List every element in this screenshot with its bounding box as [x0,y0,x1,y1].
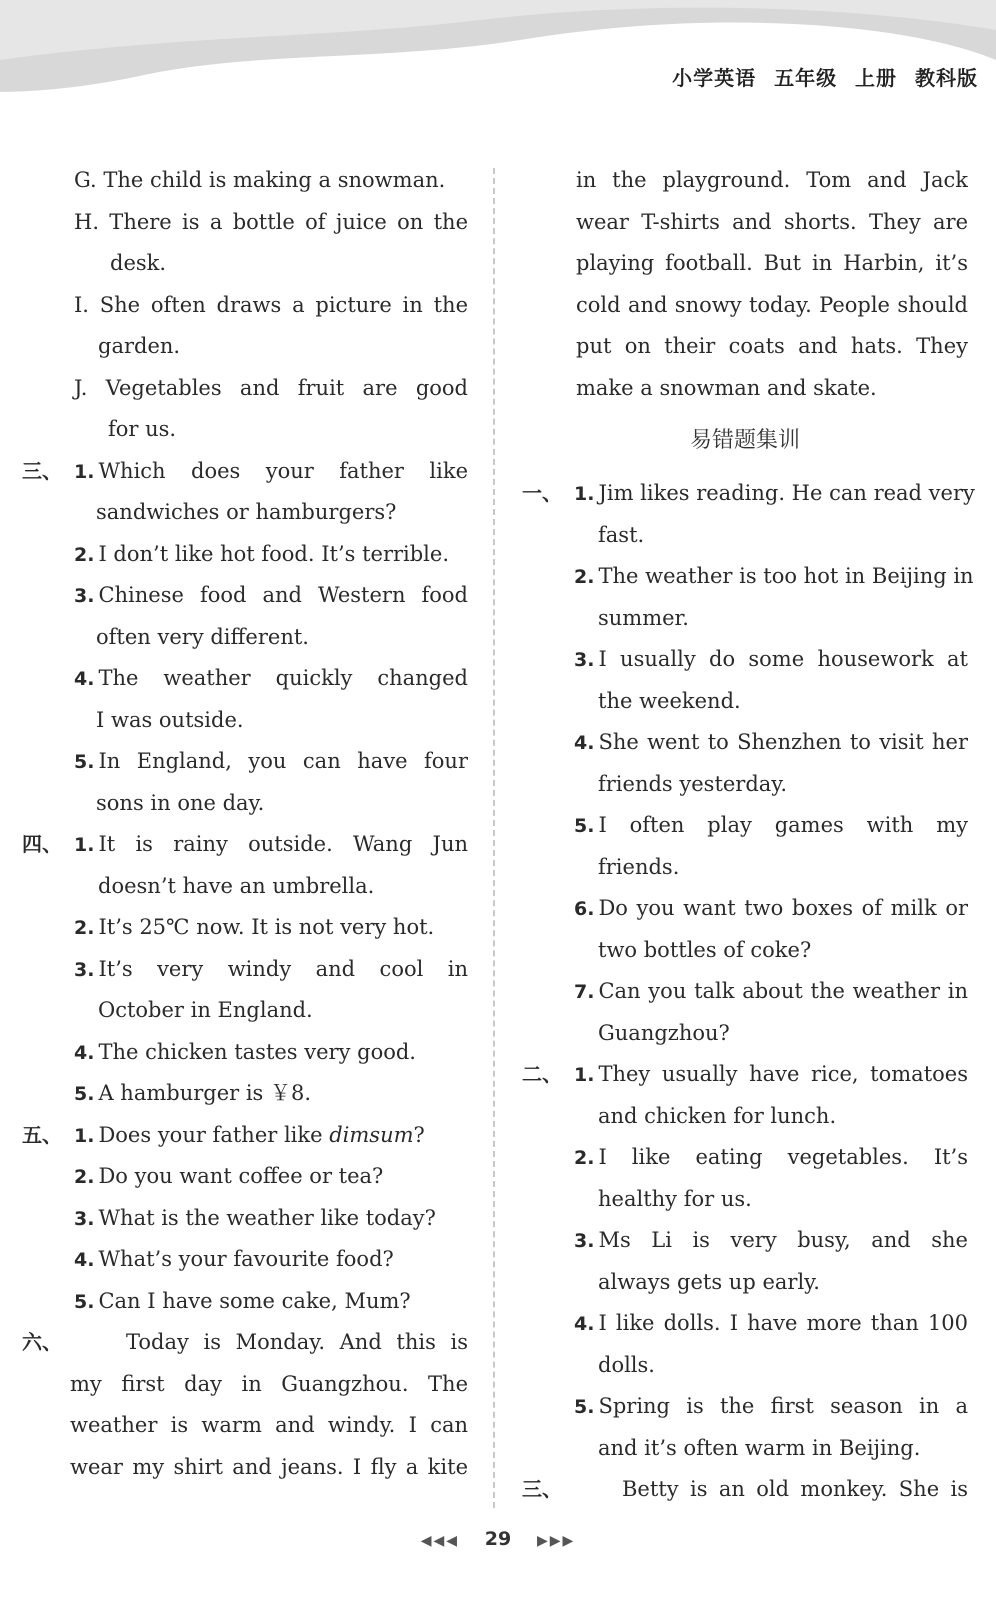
line-text: What’s your favourite food? [98,1247,394,1271]
line-text: dolls. [598,1352,655,1377]
answer-line [22,949,468,991]
line-text: Do you want coffee or tea? [98,1164,384,1188]
line-text: sons in one day. [96,790,265,815]
answer-line [22,1447,468,1489]
item-number: 5. [574,1396,595,1418]
answer-line [22,1239,468,1281]
line-text: Jim likes reading. He can read very [598,481,975,505]
line-text: sandwiches or hamburgers? [96,500,397,524]
answer-line [522,764,968,806]
page-footer [0,1528,996,1550]
answer-line [22,783,468,825]
answer-line [22,160,468,202]
line-text: H. There is a bottle of juice on the [74,209,468,234]
line-text: I like dolls. I have more than 100 [598,1311,968,1335]
answer-line [22,824,468,866]
item-number: 4. [574,1313,595,1335]
answer-line [522,285,968,327]
answer-line [522,1054,968,1096]
answer-line [522,202,968,244]
page-header [0,0,996,110]
line-text: The weather is too hot in Beijing in [598,564,974,588]
item-number: 2. [74,543,95,566]
answer-line [522,971,968,1013]
line-text: Chinese food and Western food [98,583,468,607]
answer-line [22,1405,468,1447]
answer-line [522,847,968,889]
item-number: 5. [574,815,595,837]
line-text: I often play games with my [598,813,968,837]
line-text: Today is Monday. And this is [126,1330,468,1354]
line-text: for us. [108,417,177,441]
answer-line [22,658,468,700]
line-text-end: ? [413,1122,425,1147]
answer-line [522,473,975,515]
answer-line [22,451,468,493]
item-number: 4. [74,1249,95,1271]
right-column [522,160,975,1511]
item-number: 6. [574,898,595,920]
line-text: It’s very windy and cool in [98,956,468,981]
line-text: I usually do some housework at [598,647,968,671]
line-text: Can you talk about the weather in [598,979,968,1003]
answer-line [22,1073,468,1115]
line-text: October in England. [98,998,313,1022]
section-title: 易错题集训 [689,428,800,453]
answer-line [522,1345,968,1387]
section-marker: 二、 [522,1062,562,1086]
answer-line [522,1220,968,1262]
answer-line [522,1386,968,1428]
line-text: Can I have some cake, Mum? [98,1288,411,1313]
line-text: She went to Shenzhen to visit her [598,730,968,754]
answer-line [22,1156,468,1198]
italic-word: dimsum [329,1122,414,1147]
line-text: Which does your father like [98,458,468,483]
item-number: 4. [74,668,95,690]
answer-line [22,534,468,576]
item-number: 1. [574,1064,595,1086]
answer-line [522,722,968,764]
line-text: Guangzhou? [598,1020,730,1045]
left-column [22,160,468,1488]
answer-line [522,556,974,598]
answer-line [22,741,468,783]
line-text: in the playground. Tom and Jack [576,168,968,192]
line-text: healthy for us. [598,1186,752,1211]
line-text: In England, you can have four [98,749,468,773]
item-number: 2. [574,1147,595,1169]
answer-line [22,1032,468,1074]
answer-line [522,681,968,723]
header-banner [0,0,996,110]
answer-line [522,1137,968,1179]
line-text: garden. [98,334,181,358]
line-text: wear my shirt and jeans. I fly a kite [70,1454,468,1479]
line-text: The chicken tastes very good. [98,1039,416,1064]
answer-line [522,1262,968,1304]
answer-line [22,409,468,451]
line-text: It is rainy outside. Wang Jun [98,832,468,856]
answer-line [22,866,468,908]
line-text: and chicken for lunch. [598,1103,837,1128]
answer-line [22,990,468,1032]
section-marker: 四、 [22,832,62,856]
page-number: 29 [484,1528,512,1550]
line-text: I don’t like hot food. It’s terrible. [98,541,450,566]
line-text: and it’s often warm in Beijing. [598,1435,921,1460]
section-marker: 六、 [22,1330,62,1354]
line-text: Betty is an old monkey. She is [622,1477,968,1501]
answer-line [522,888,968,930]
answer-line [22,1281,468,1323]
line-text: playing football. But in Harbin, it’s [576,251,968,275]
item-number: 3. [574,1230,595,1252]
line-text: J. Vegetables and fruit are good [74,375,468,400]
line-text: I like eating vegetables. It’s [598,1145,968,1169]
line-text: G. The child is making a snowman. [74,168,446,192]
item-number: 4. [74,1041,95,1064]
answer-line [522,515,968,557]
answer-line [522,326,968,368]
column-divider [493,168,495,1508]
next-arrows-icon: ▶▶▶ [536,1533,576,1549]
line-text: Does your father like [98,1122,330,1147]
answer-line [22,285,468,327]
answer-line [22,700,468,742]
item-number: 5. [74,751,95,773]
line-text: summer. [598,605,689,630]
line-text: They usually have rice, tomatoes [598,1062,968,1086]
section-marker: 三、 [22,458,62,483]
item-number: 7. [574,981,595,1003]
line-text: put on their coats and hats. They [576,334,968,358]
line-text: friends. [598,854,680,879]
book-title: 小学英语 五年级 上册 教科版 [672,66,978,90]
item-number: 1. [74,1124,95,1147]
line-text: the weekend. [598,688,741,713]
answer-line [522,639,968,681]
answer-line [522,368,968,410]
answer-line [22,492,468,534]
answer-line [522,805,968,847]
answer-line [22,617,468,659]
line-text: What is the weather like today? [98,1205,436,1230]
section-marker: 三、 [522,1477,562,1501]
answer-line [22,326,468,368]
item-number: 5. [74,1290,95,1313]
line-text: always gets up early. [598,1269,820,1294]
item-number: 3. [74,585,95,607]
prev-arrows-icon: ◀◀◀ [420,1533,460,1549]
answer-line [522,1179,968,1221]
item-number: 3. [74,958,95,981]
line-text: A hamburger is ￥8. [98,1081,312,1105]
line-text: doesn’t have an umbrella. [98,873,375,898]
line-text: weather is warm and windy. I can [70,1413,468,1437]
line-text: make a snowman and skate. [576,375,877,400]
answer-line [22,243,468,285]
line-text: Spring is the first season in a [598,1394,968,1418]
line-text: my first day in Guangzhou. The [70,1371,468,1396]
item-number: 1. [574,483,595,505]
answer-line [522,1303,968,1345]
answer-line [522,1469,968,1511]
line-text: often very different. [96,624,309,649]
item-number: 2. [74,917,95,939]
item-number: 4. [574,732,595,754]
answer-line [22,1364,468,1406]
line-text: two bottles of coke? [598,937,812,962]
item-number: 1. [74,460,95,483]
answer-line [522,598,968,640]
section-marker: 五、 [22,1122,62,1147]
answer-line [22,907,468,949]
answer-line [522,243,968,285]
line-text: wear T-shirts and shorts. They are [576,209,968,234]
line-text: friends yesterday. [598,771,788,796]
line-text: Ms Li is very busy, and she [598,1228,968,1252]
answer-line [22,575,468,617]
line-text: I. She often draws a picture in the [74,292,468,317]
answer-line [522,1428,968,1470]
item-number: 1. [74,834,95,856]
answer-line [22,202,468,244]
answer-line [522,930,968,972]
item-number: 2. [74,1166,95,1188]
answer-line [22,1115,468,1157]
section-marker: 一、 [522,481,562,505]
line-text: I was outside. [96,707,244,732]
answer-line [22,368,468,410]
line-text: Do you want two boxes of milk or [598,896,968,920]
answer-line [522,1013,968,1055]
answer-line [22,1198,468,1240]
answer-line [522,1096,968,1138]
line-text: cold and snowy today. People should [576,292,968,317]
item-number: 3. [574,649,595,671]
line-text: desk. [110,251,167,275]
line-text: It’s 25℃ now. It is not very hot. [98,915,435,939]
item-number: 2. [574,566,595,588]
line-text: fast. [598,522,645,547]
answer-line [522,160,968,202]
item-number: 3. [74,1207,95,1230]
item-number: 5. [74,1083,95,1105]
line-text: The weather quickly changed [98,666,468,690]
answer-line [22,1322,468,1364]
